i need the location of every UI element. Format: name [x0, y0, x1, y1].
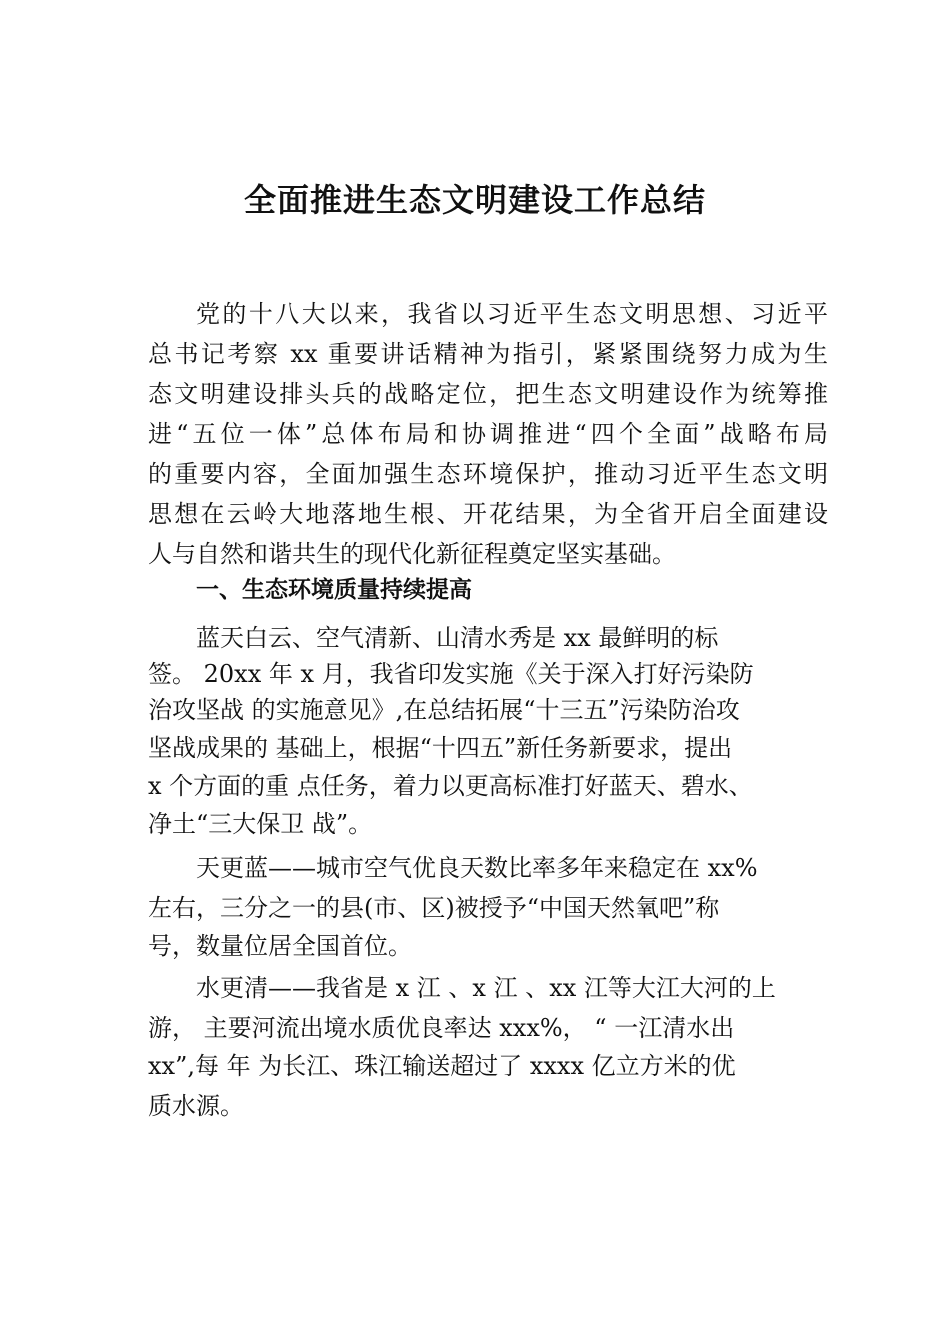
- paragraph-line: 蓝天白云、空气清新、山清水秀是 xx 最鲜明的标: [196, 624, 719, 652]
- paragraph-line: 坚战成果的 基础上，根据“十四五”新任务新要求，提出: [148, 734, 733, 762]
- paragraph-line: 治攻坚战 的实施意见》,在总结拓展“十三五”污染防治攻: [148, 696, 740, 724]
- intro-line: 人与自然和谐共生的现代化新征程奠定坚实基础。: [148, 540, 676, 568]
- intro-line: 态文明建设排头兵的战略定位，把生态文明建设作为统筹推: [148, 380, 828, 408]
- paragraph-line: x 个方面的重 点任务，着力以更高标准打好蓝天、碧水、: [148, 772, 753, 800]
- paragraph-line: 号，数量位居全国首位。: [148, 932, 412, 960]
- intro-line: 进“五位一体”总体布局和协调推进“四个全面”战略布局: [148, 420, 828, 448]
- document-title: 全面推进生态文明建设工作总结: [243, 181, 706, 219]
- paragraph-line: 天更蓝——城市空气优良天数比率多年来稳定在 xx%: [196, 854, 758, 882]
- intro-line: 思想在云岭大地落地生根、开花结果，为全省开启全面建设: [148, 500, 828, 528]
- paragraph-line: xx”,每 年 为长江、珠江输送超过了 xxxx 亿立方米的优: [148, 1052, 736, 1080]
- intro-line: 总书记考察 xx 重要讲话精神为指引，紧紧围绕努力成为生: [148, 340, 828, 368]
- intro-line: 党的十八大以来，我省以习近平生态文明思想、习近平: [196, 300, 828, 328]
- paragraph-line: 游， 主要河流出境水质优良率达 xxx%， “ 一江清水出: [148, 1014, 735, 1042]
- intro-line: 的重要内容，全面加强生态环境保护，推动习近平生态文明: [148, 460, 828, 488]
- section-heading: 一、生态环境质量持续提高: [196, 577, 472, 603]
- paragraph-line: 净土“三大保卫 战”。: [148, 810, 373, 838]
- paragraph-line: 质水源。: [148, 1092, 244, 1120]
- paragraph-line: 签。 20xx 年 x 月，我省印发实施《关于深入打好污染防: [148, 660, 754, 688]
- paragraph-line: 左右，三分之一的县(市、区)被授予“中国天然氧吧”称: [148, 894, 720, 922]
- paragraph-line: 水更清——我省是 x 江 、x 江 、xx 江等大江大河的上: [196, 974, 776, 1002]
